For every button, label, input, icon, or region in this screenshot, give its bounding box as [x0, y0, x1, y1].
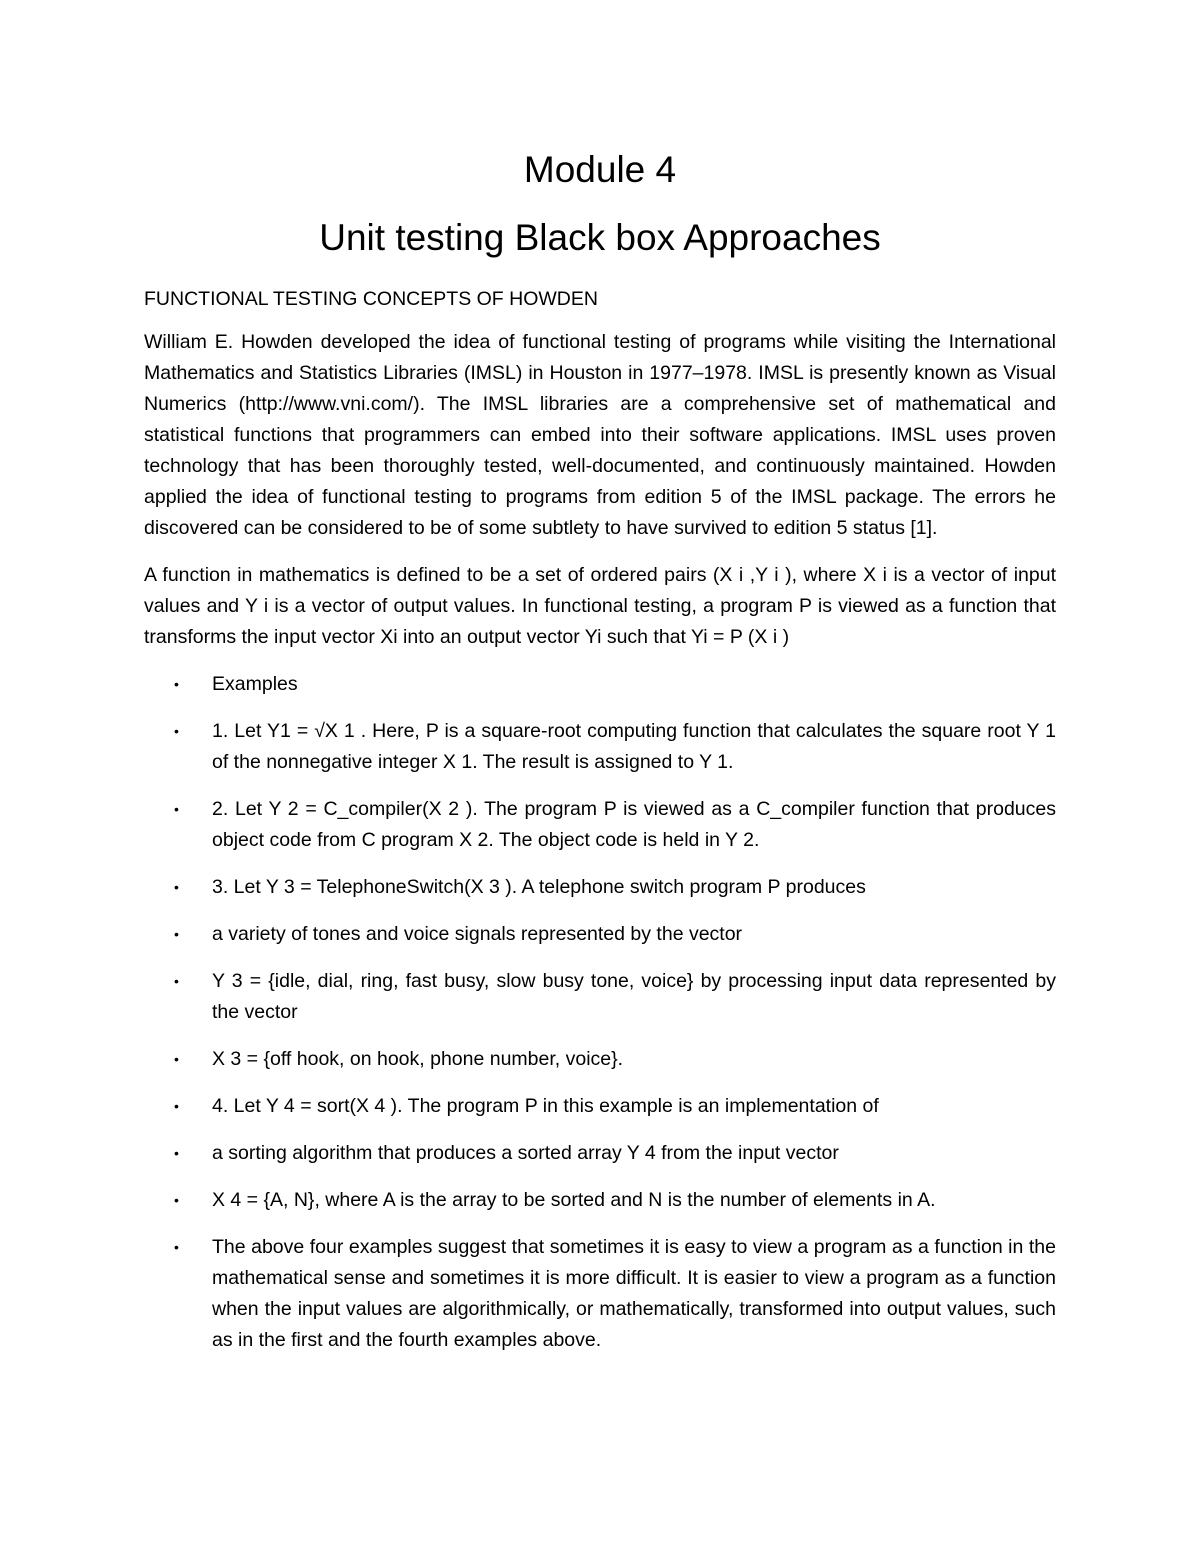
- page-subtitle: Unit testing Black box Approaches: [319, 217, 881, 258]
- list-item-text: X 4 = {A, N}, where A is the array to be sorted and N is the number of elements in A.: [212, 1189, 936, 1211]
- bullet-icon: •: [174, 1145, 179, 1161]
- list-item: [144, 1185, 1056, 1216]
- bullet-icon: •: [174, 723, 179, 739]
- paragraph-function-definition: A function in mathematics is defined to be a set of ordered pairs (X i ,Y i ), where X i is a vector of input values and Y i is a vector of output values. In functional testing, a program P is viewed as a function that transforms the input vector Xi into an output vector Yi such that Yi = P (X i ): [144, 564, 1056, 648]
- list-item-text: Y 3 = {idle, dial, ring, fast busy, slow busy tone, voice} by processing input data represented by the vector: [212, 970, 1056, 1023]
- list-item: [144, 669, 1056, 700]
- bullet-icon: •: [174, 879, 179, 895]
- paragraph-howden: William E. Howden developed the idea of functional testing of programs while visiting the International Mathematics and Statistics Libraries (IMSL) in Houston in 1977–1978. IMSL is presently known as Visual Numerics (http://www.vni.com/). The IMSL libraries are a comprehensive set of mathematical and statistical functions that programmers can embed into their software applications. IMSL uses proven technology that has been thoroughly tested, well-documented, and continuously maintained. Howden applied the idea of functional testing to programs from edition 5 of the IMSL package. The errors he discovered can be considered to be of some subtlety to have survived to edition 5 status [1].: [144, 331, 1056, 539]
- bullet-icon: •: [174, 973, 179, 989]
- list-item-text: 2. Let Y 2 = C_compiler(X 2 ). The program P is viewed as a C_compiler function that produces object code from C program X 2. The object code is held in Y 2.: [212, 798, 1056, 851]
- bullet-icon: •: [174, 1098, 179, 1114]
- list-item-text: a variety of tones and voice signals represented by the vector: [212, 923, 743, 945]
- list-item: [144, 1232, 1056, 1356]
- document-page: [144, 148, 1056, 1372]
- examples-list: [144, 669, 1056, 1356]
- list-item: [144, 872, 1056, 903]
- bullet-icon: •: [174, 676, 179, 692]
- list-item: [144, 919, 1056, 950]
- list-item: [144, 1091, 1056, 1122]
- list-item-text: X 3 = {off hook, on hook, phone number, voice}.: [212, 1048, 624, 1070]
- list-item: [144, 1044, 1056, 1075]
- bullet-icon: •: [174, 926, 179, 942]
- list-item-text: Examples: [212, 673, 298, 695]
- list-item-text: 3. Let Y 3 = TelephoneSwitch(X 3 ). A telephone switch program P produces: [212, 876, 866, 898]
- list-item-text: 1. Let Y1 = √X 1 . Here, P is a square-root computing function that calculates the square root Y 1 of the nonnegative integer X 1. The result is assigned to Y 1.: [212, 720, 1056, 773]
- section-heading: FUNCTIONAL TESTING CONCEPTS OF HOWDEN: [144, 288, 598, 310]
- list-item-text: 4. Let Y 4 = sort(X 4 ). The program P in this example is an implementation of: [212, 1095, 879, 1117]
- list-item: [144, 1138, 1056, 1169]
- page-title: Module 4: [523, 149, 677, 190]
- bullet-icon: •: [174, 801, 179, 817]
- list-item: [144, 716, 1056, 778]
- bullet-icon: •: [174, 1192, 179, 1208]
- bullet-icon: •: [174, 1051, 179, 1067]
- bullet-icon: •: [174, 1239, 179, 1255]
- list-item: [144, 966, 1056, 1028]
- list-item-text: The above four examples suggest that sometimes it is easy to view a program as a function in the mathematical sense and sometimes it is more difficult. It is easier to view a program as a function when the input values are algorithmically, or mathematically, transformed into output values, such as in the first and the fourth examples above.: [212, 1236, 1056, 1351]
- list-item-text: a sorting algorithm that produces a sorted array Y 4 from the input vector: [212, 1142, 839, 1164]
- list-item: [144, 794, 1056, 856]
